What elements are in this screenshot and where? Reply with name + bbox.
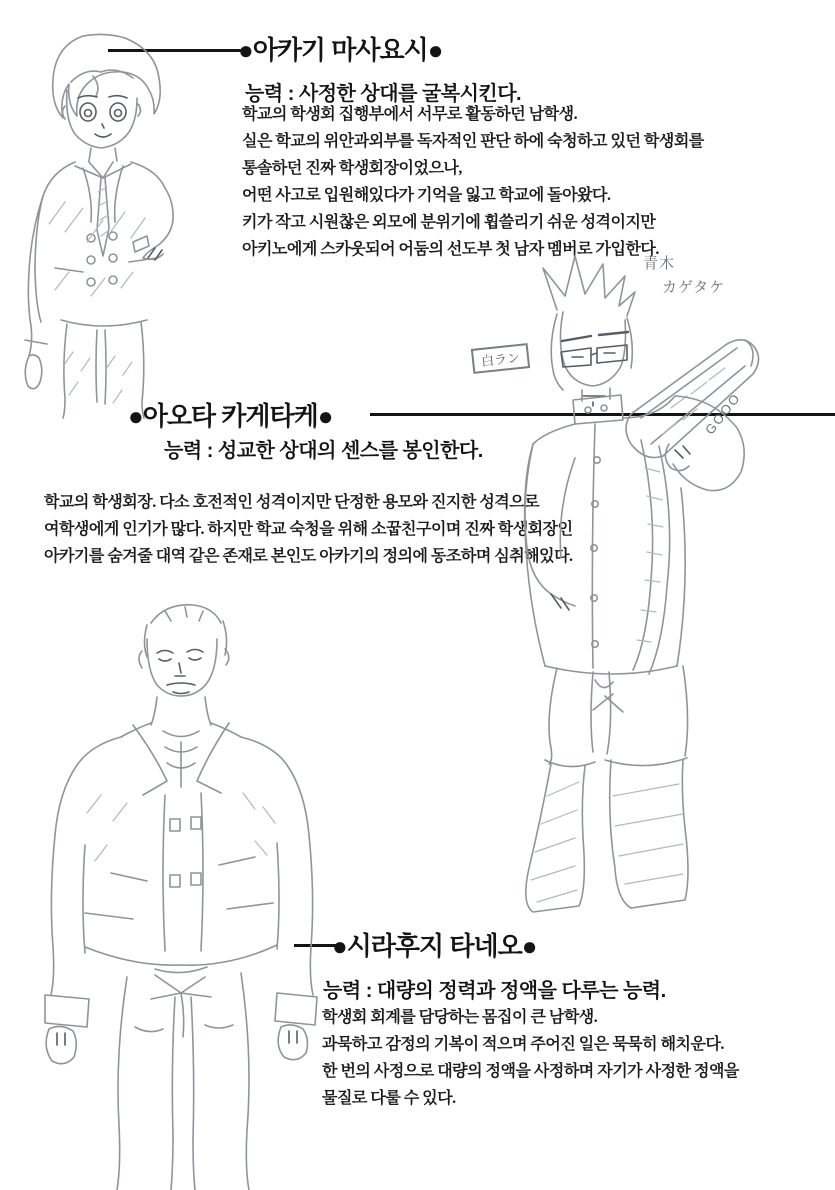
shirafuji-character-sketch xyxy=(15,595,335,1190)
description-line: 키가 작고 시원찮은 외모에 분위기에 휩쓸리기 쉬운 성격이지만 xyxy=(242,214,656,231)
description-line: 한 번의 사정으로 대량의 정액을 사정하며 자기가 사정한 정액을 xyxy=(322,1063,739,1080)
artist-note-line-1: 青木 xyxy=(643,255,676,272)
character-name-akagi: ●아카기 마사요시● xyxy=(238,35,443,65)
description-line: 아카기를 숨겨줄 대역 같은 존재로 본인도 아카기의 정의에 동조하며 심취해있다. xyxy=(44,548,573,565)
character-ability-aota: 능력 : 성교한 상대의 센스를 봉인한다. xyxy=(164,440,483,462)
akagi-character-sketch xyxy=(5,20,235,420)
description-line: 통솔하던 진짜 학생회장이었으나, xyxy=(242,160,462,177)
character-ability-shirafuji: 능력 : 대량의 정력과 정액을 다루는 능력. xyxy=(323,980,666,1002)
artist-note-line-2: カゲタケ xyxy=(662,279,726,296)
character-description-shirafuji xyxy=(322,1004,739,1112)
character-ability-akagi: 능력 : 사정한 상대를 굴복시킨다. xyxy=(245,83,522,105)
description-line: 아키노에게 스카웃되어 어둠의 선도부 첫 남자 멤버로 가입한다. xyxy=(242,241,659,258)
description-line: 학교의 학생회장. 다소 호전적인 성격이지만 단정한 용모와 진지한 성격으로 xyxy=(44,494,540,511)
uniform-label: 白ラン xyxy=(471,343,530,374)
description-line: 학생회 회계를 담당하는 몸집이 큰 남학생. xyxy=(322,1009,598,1026)
character-name-aota: ●아오타 카게타케● xyxy=(128,401,333,431)
aota-character-sketch xyxy=(445,248,775,938)
description-line: 어떤 사고로 입원해있다가 기억을 잃고 학교에 돌아왔다. xyxy=(242,187,611,204)
description-line: 물질로 다룰 수 있다. xyxy=(322,1090,456,1107)
description-line: 여학생에게 인기가 많다. 하지만 학교 숙청을 위해 소꿉친구이며 진짜 학생회장인 xyxy=(44,521,573,538)
description-line: 학교의 학생회 집행부에서 서무로 활동하던 남학생. xyxy=(242,106,578,123)
banner-text: GOOO xyxy=(702,389,744,438)
character-name-shirafuji: ●시라후지 타네오● xyxy=(332,931,537,961)
description-line: 과묵하고 감정의 기복이 적으며 주어진 일은 묵묵히 해치운다. xyxy=(322,1036,724,1053)
character-description-akagi xyxy=(242,101,704,263)
description-line: 실은 학교의 위안과외부를 독자적인 판단 하에 숙청하고 있던 학생회를 xyxy=(242,133,704,150)
